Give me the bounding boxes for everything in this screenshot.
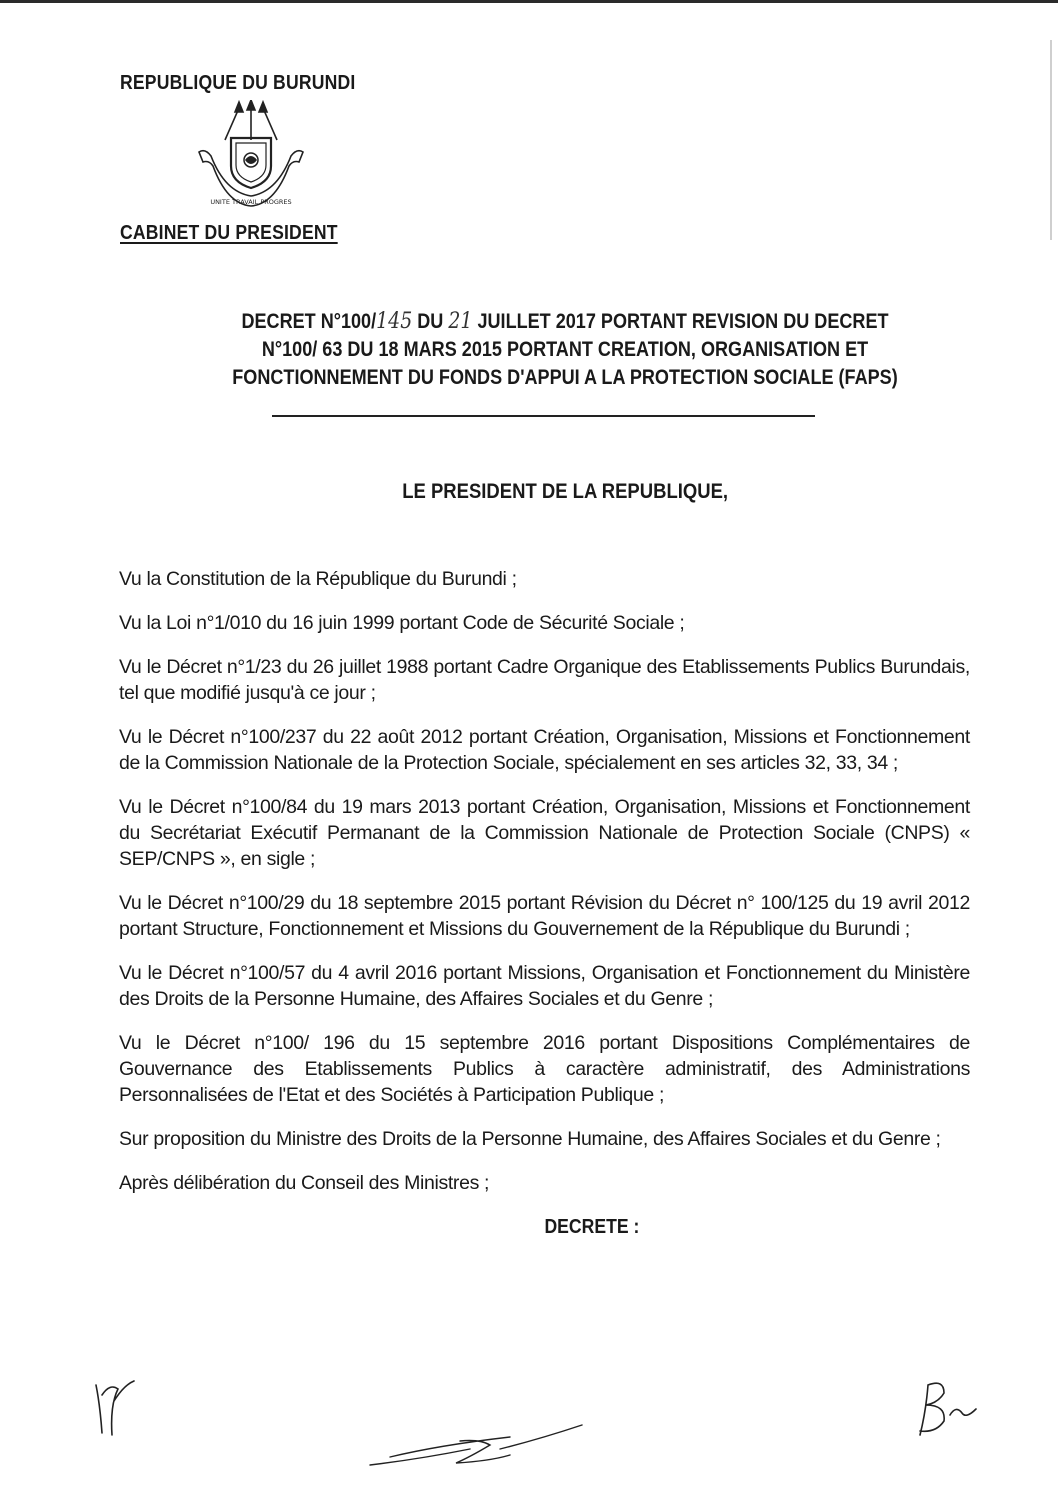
visa-paragraph: Vu le Décret n°1/23 du 26 juillet 1988 portant Cadre Organique des Etablissements Publics Burundais, tel que modifié jusqu'à ce jour ; bbox=[119, 656, 970, 704]
decrete-text: DECRETE : bbox=[544, 1216, 640, 1238]
visa-paragraph: Vu le Décret n°100/237 du 22 août 2012 portant Création, Organisation, Missions et Fonctionnement de la Commission Nationale de la Protection Sociale, spécialement en ses articles 32, 33, 34 ; bbox=[119, 726, 970, 774]
visa-paragraph: Vu le Décret n°100/ 196 du 15 septembre 2016 portant Dispositions Complémentaires de Gouvernance des Etablissements Publics à caractère administratif, des Administrations Personnalisées de l'Etat et des Sociétés à Participation Publique ; bbox=[119, 1032, 970, 1106]
scan-right-edge bbox=[1050, 40, 1052, 240]
initials-left-icon bbox=[90, 1375, 140, 1445]
visa-paragraph: Vu la Constitution de la République du Burundi ; bbox=[119, 568, 517, 590]
president-heading-text: LE PRESIDENT DE LA REPUBLIQUE, bbox=[402, 480, 728, 503]
visa-paragraph: Sur proposition du Ministre des Droits de la Personne Humaine, des Affaires Sociales et du Genre ; bbox=[119, 1128, 941, 1150]
title-part: DU bbox=[412, 310, 449, 333]
visa-paragraph: Vu le Décret n°100/57 du 4 avril 2016 portant Missions, Organisation et Fonctionnement du Ministère des Droits de la Personne Humaine, des Affaires Sociales et du Genre ; bbox=[119, 962, 970, 1010]
title-divider bbox=[272, 415, 815, 417]
decrete-heading bbox=[119, 1216, 970, 1239]
decree-title bbox=[120, 308, 1010, 392]
visas-section bbox=[119, 566, 970, 1239]
handwritten-day: 21 bbox=[448, 309, 473, 334]
signature-icon bbox=[360, 1415, 590, 1475]
country-name: REPUBLIQUE DU BURUNDI bbox=[120, 72, 356, 94]
handwritten-decree-number: 145 bbox=[376, 309, 413, 334]
initials-right-icon bbox=[900, 1375, 980, 1445]
office-name: CABINET DU PRESIDENT bbox=[120, 222, 338, 244]
visa-paragraph: Après délibération du Conseil des Ministres ; bbox=[119, 1172, 490, 1194]
title-line-3: FONCTIONNEMENT DU FONDS D'APPUI A LA PROTECTION SOCIALE (FAPS) bbox=[232, 366, 898, 389]
visa-paragraph: Vu la Loi n°1/010 du 16 juin 1999 portant Code de Sécurité Sociale ; bbox=[119, 612, 685, 634]
visa-paragraph: Vu le Décret n°100/84 du 19 mars 2013 portant Création, Organisation, Missions et Fonctionnement du Secrétariat Exécutif Permanant de la Commission Nationale de Protection Sociale (CNPS) « SEP/CNPS », en sigle ; bbox=[119, 796, 970, 870]
scan-top-edge bbox=[0, 0, 1058, 3]
seal-motto: UNITE TRAVAIL PROGRES bbox=[210, 198, 292, 206]
title-line-2: N°100/ 63 DU 18 MARS 2015 PORTANT CREATION, ORGANISATION ET bbox=[261, 338, 869, 361]
title-part: DECRET N°100/ bbox=[241, 310, 377, 333]
coat-of-arms-icon bbox=[195, 100, 307, 218]
title-line-1 bbox=[182, 308, 947, 336]
president-heading bbox=[120, 480, 1010, 504]
visa-paragraph: Vu le Décret n°100/29 du 18 septembre 2015 portant Révision du Décret n° 100/125 du 19 avril 2012 portant Structure, Fonctionnement et Missions du Gouvernement de la République du Burundi ; bbox=[119, 892, 970, 940]
title-part: JUILLET 2017 PORTANT REVISION DU DECRET bbox=[472, 310, 889, 333]
